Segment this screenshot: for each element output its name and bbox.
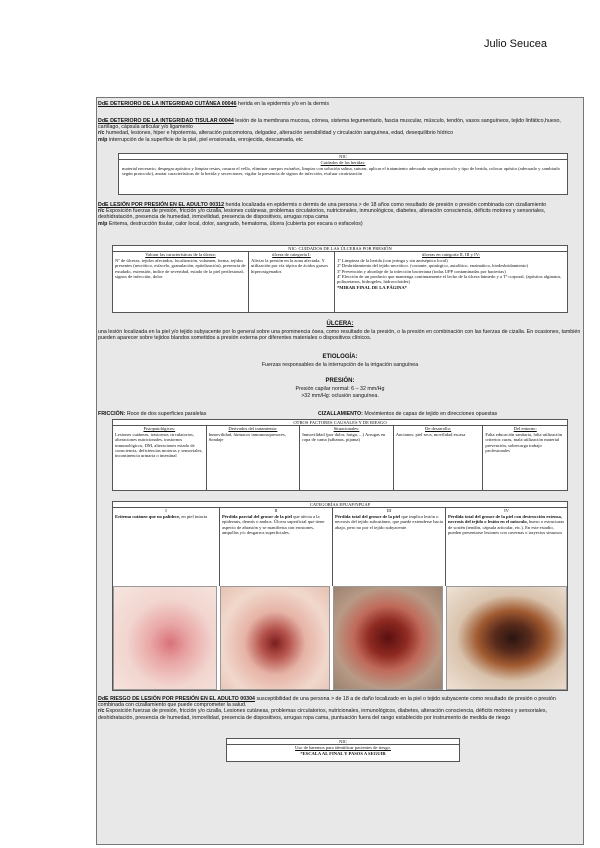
factor-heading: Fisiopatológicos:: [143, 426, 176, 432]
author-name: Julio Seucea: [484, 38, 547, 50]
dx-integridad-tisular: [98, 118, 582, 143]
category-number: III: [386, 508, 392, 514]
category-number: II: [274, 508, 278, 514]
categorias-grid: [113, 508, 567, 586]
mp-text: interrupción de la superficie de la piel, piel erosionada, enrojecida, descamada, etc: [107, 136, 303, 143]
factor-text: Inmovilidad, fármacos inmunosupresores, Sondaje: [208, 431, 286, 443]
factor-text: Ancianos: piel seca, movilidad escasa: [395, 431, 466, 437]
cizalla-title: CIZALLAMIENTO:: [318, 411, 363, 417]
ulcer-photo-stage-1: [113, 586, 217, 690]
dx-riesgo-lesion-presion: [98, 696, 582, 721]
col-heading: úlcera de categoría I:: [272, 252, 311, 258]
mp-label: m/p: [98, 136, 108, 143]
factores-grid: [113, 426, 567, 490]
etiologia-text: Fuerzas responsables de la interrupción de la irrigación sanguínea: [261, 362, 419, 368]
category-heading: Pérdida total del grosor de la piel con destrucción extensa, necrosis del tejido o lesión en el músculo,: [448, 513, 562, 525]
category-heading: Pérdida total del grosor de la piel: [335, 513, 401, 519]
factor-column: [113, 426, 207, 490]
etiologia-title: ETIOLOGÍA:: [322, 354, 358, 360]
dx-integridad-cutanea: [98, 101, 582, 107]
category-column: [446, 508, 567, 586]
nic-title: NIC: [227, 739, 459, 745]
ulcer-photo-stage-2: [220, 586, 330, 690]
factores-title: OTROS FACTORES CAUSALES Y DE RIESGO: [113, 420, 567, 426]
factores-box: [112, 419, 568, 491]
category-text: que afecta a la epidermis, dermis o ambos. Úlcera superficial que tiene aspecto de abrasión y se manifiesta con erosiones, ampollas y/o desgarros superficiales.: [222, 513, 325, 536]
category-column: [333, 508, 446, 586]
friccion-title: FRICCIÓN:: [98, 411, 126, 417]
nic-line2: *ESCALA AL FINAL Y PASOS A SEGUIR: [300, 750, 386, 756]
factor-column: [483, 426, 567, 490]
factor-column: [394, 426, 484, 490]
dx-text: herida localizada en epidermis o dermis de una persona > de 18 años como resultado de presión o presión combinada con cizallamiento: [224, 202, 547, 208]
rc-label: r/c: [98, 130, 105, 137]
factor-column: [300, 426, 394, 490]
dx-lesion-presion: [98, 202, 582, 227]
rc-label: r/c: [98, 208, 105, 215]
ulcera-title: ÚLCERA:: [326, 321, 354, 327]
dx-text: herida en la epidermis y/o en la dermis: [236, 101, 329, 107]
dx-code: DdE DETERIORO DE LA INTEGRIDAD CUTÁNEA 00046: [98, 101, 237, 107]
presion-title: PRESIÓN:: [325, 378, 355, 384]
dx-code: DdE DETERIORO DE LA INTEGRIDAD TISULAR 00044: [98, 118, 234, 124]
col-text: 1º Limpieza de la herida (con jeringa y sin antiséptico local) 2º Desbridamiento del tejido necrótico. (cortante, quirúrgico, autolítico, enzimático, biodesbridamiento) 3º Prevención y abordaje de la infección bacteriana (todas UPP contaminadas por bacterias) 4º Elección de un producto que mantenga continuamente el lecho de la úlcera húmedo y a Tª corporal. (apósitos alginatos, poliuretanos, hidrogeles, hidrocoloides): [337, 257, 562, 285]
dx-code: DdE LESIÓN POR PRESIÓN EN EL ADULTO 00312: [98, 202, 225, 208]
nic-baremos-box: [226, 738, 460, 762]
nic-line1: Uso de baremos para identificar pacientes de riesgo.: [295, 745, 391, 751]
factor-text: Lesiones cutáneas, trastornos circulatorios, alteraciones nutricionales, trastornos inmunológicos, DM, alteraciones estado de consciencia, deficiencias motoras y sensoriales, incontinencia urinaria o intestinal: [115, 431, 203, 459]
dx-text: susceptibilidad de una persona > de 18 a de daño localizado en la piel o tejido subyacente como resultado de presión o presión combinada con cizallamiento que puede comprometer la salud.: [98, 696, 556, 709]
col-text: Aliviar la presión en la zona afectada. Y utilización por vía tópica de ácidos grasos hiperoxigenados: [251, 257, 329, 274]
factor-column: [207, 426, 301, 490]
ulcer-photo-stage-3: [333, 586, 443, 690]
presion-line1: Presión capilar normal: 6 – 32 mm/Hg: [295, 386, 385, 392]
friccion: [98, 411, 318, 417]
nic-text: material necesario, despegar apósitos y limpiar restos, rasurar el vello, eliminar cuerpos extraños, limpiar con solución salina, suturar, aplicar el tratamiento adecuado según protocolo y tipo de herida, colocar apósito (adecuado y cambiarlo según protocolo), anotar características de la herida y secreciones, vigilar la presencia de signos de infección, evaluar cicatrización: [122, 165, 560, 177]
ulcer-photo-stage-4: [446, 586, 567, 690]
dx-text: lesión de la membrana mucosa, córnea, sistema tegumentario, fascia muscular, músculo, tendón, vasos sanguíneos, tejido linfático,hueso, cartílago, cápsula articular y/o ligamento: [98, 118, 561, 131]
mp-label: m/p: [98, 220, 108, 227]
category-column: [220, 508, 333, 586]
factor-heading: Situacionales:: [333, 426, 360, 432]
col-heading: úlceras en categoría II, III y IV:: [422, 252, 480, 258]
category-column: [113, 508, 220, 586]
categorias-title: CATEGORÍAS EPUAP/NPUAP: [113, 502, 567, 508]
ulcera-text: una lesión localizada en la piel y/o tejido subyacente por lo general sobre una prominencia ósea, como resultado de la presión, o la presión en combinación con las fuerzas de cizalla. En ocasiones, también pueden aparecer sobre tejidos blandos sometidos a presión externa por diferentes materiales o dispositivos clínicos.: [98, 329, 581, 342]
mp-text: Eritema, destrucción tisular, calor local, dolor, sangrado, hematoma, úlcera (cubierta por escara o esfacelos): [107, 220, 363, 227]
presion-line2: >32 mm/Hg: oclusión sanguínea.: [301, 393, 379, 399]
dx-code: DdE RIESGO DE LESIÓN POR PRESIÓN EN EL ADULTO 00304: [98, 696, 255, 702]
category-number: IV: [504, 508, 509, 514]
nic-upp-box: [112, 245, 568, 313]
col-footer: *MIRAR FINAL DE LA PÁGINA*: [337, 284, 407, 290]
category-heading: Eritema cutáneo que no palidece,: [115, 513, 181, 519]
nic-title: NIC: [119, 154, 567, 160]
factor-heading: Derivados del tratamiento:: [228, 426, 278, 432]
cizalla-text: Movimientos de capas de tejido en direcciones opuestas: [362, 411, 498, 417]
category-text: en piel intacta: [180, 513, 208, 519]
category-text: que implica lesión o necrosis del tejido subcutáneo, que puede extenderse hacia abajo, pero no por el tejido subyacente.: [335, 513, 443, 530]
category-heading: Pérdida parcial del grosor de la piel: [222, 513, 292, 519]
category-number: I: [165, 508, 167, 514]
cizalla: [318, 411, 582, 417]
nic-heridas-box: [118, 153, 568, 195]
factor-heading: Del entorno:: [513, 426, 537, 432]
factor-text: Falta educación sanitaria, falta utilización criterios curas, mala utilización material prevención, sobrecarga trabajo profesionales: [485, 431, 563, 454]
nic-title: NIC: CUIDADOS DE LAS ÚLCERAS POR PRESIÓN: [113, 246, 567, 252]
factor-heading: De desarrollo:: [425, 426, 452, 432]
nic-subtitle: Cuidados de las heridas:: [320, 160, 366, 166]
col-heading: Valorar las características de la úlcera:: [145, 252, 216, 258]
category-text: hueso o estructuras de sostén (tendón, cápsula articular, etc.). En este estadio, pueden presentarse lesiones con cavernas o trayectos sinuosos: [448, 519, 565, 536]
col-text: Nº de úlceras, tejidos afectados, localización, volumen, forma, tejidos presentes (necrótico, esfacelo, granulación, epitelización), presencia de exudado, extensión, índice de severidad, estado de la piel perilesional, signos de infección, dolor: [115, 257, 246, 280]
rc-text: Exposición fuerzas de presión, fricción y/o cizalla, Lesiones cutáneas, problemas circulatorios, nutricionales, inmunológicos, diabetes, alteración consciencia, déficits motores y sensoriales, deshidratación, presencia de humedad, inmovilidad, presencia de dispositivos, arrugas ropa cama, puntuación fuera del rango establecido por instrumento de medida de riesgo: [98, 708, 547, 721]
friccion-text: Roce de dos superficies paralelas: [125, 411, 207, 417]
rc-label: r/c: [98, 708, 105, 715]
factor-text: Inmovilidad (por dolor, fatiga, ...) Arrugas en ropa de cama (sábanas, pijama): [302, 431, 386, 443]
rc-text: humedad, lesiones, hiper e hipotermia, alteración psicomotora, delgadez, alteración sensibilidad y circulación sanguínea, edad, desequilibrio hídrico: [104, 130, 454, 137]
rc-text: Exposición fuerzas de presión, fricción y/o cizalla, lesiones cutáneas, problemas circulatorios, nutricionales, inmunológicos, diabetes, alteración consciencia, déficits motores y sensoriales, deshidratación, presencia de humedad, inmovilidad, presencia de dispositivos, arrugas ropa cama: [98, 208, 546, 221]
